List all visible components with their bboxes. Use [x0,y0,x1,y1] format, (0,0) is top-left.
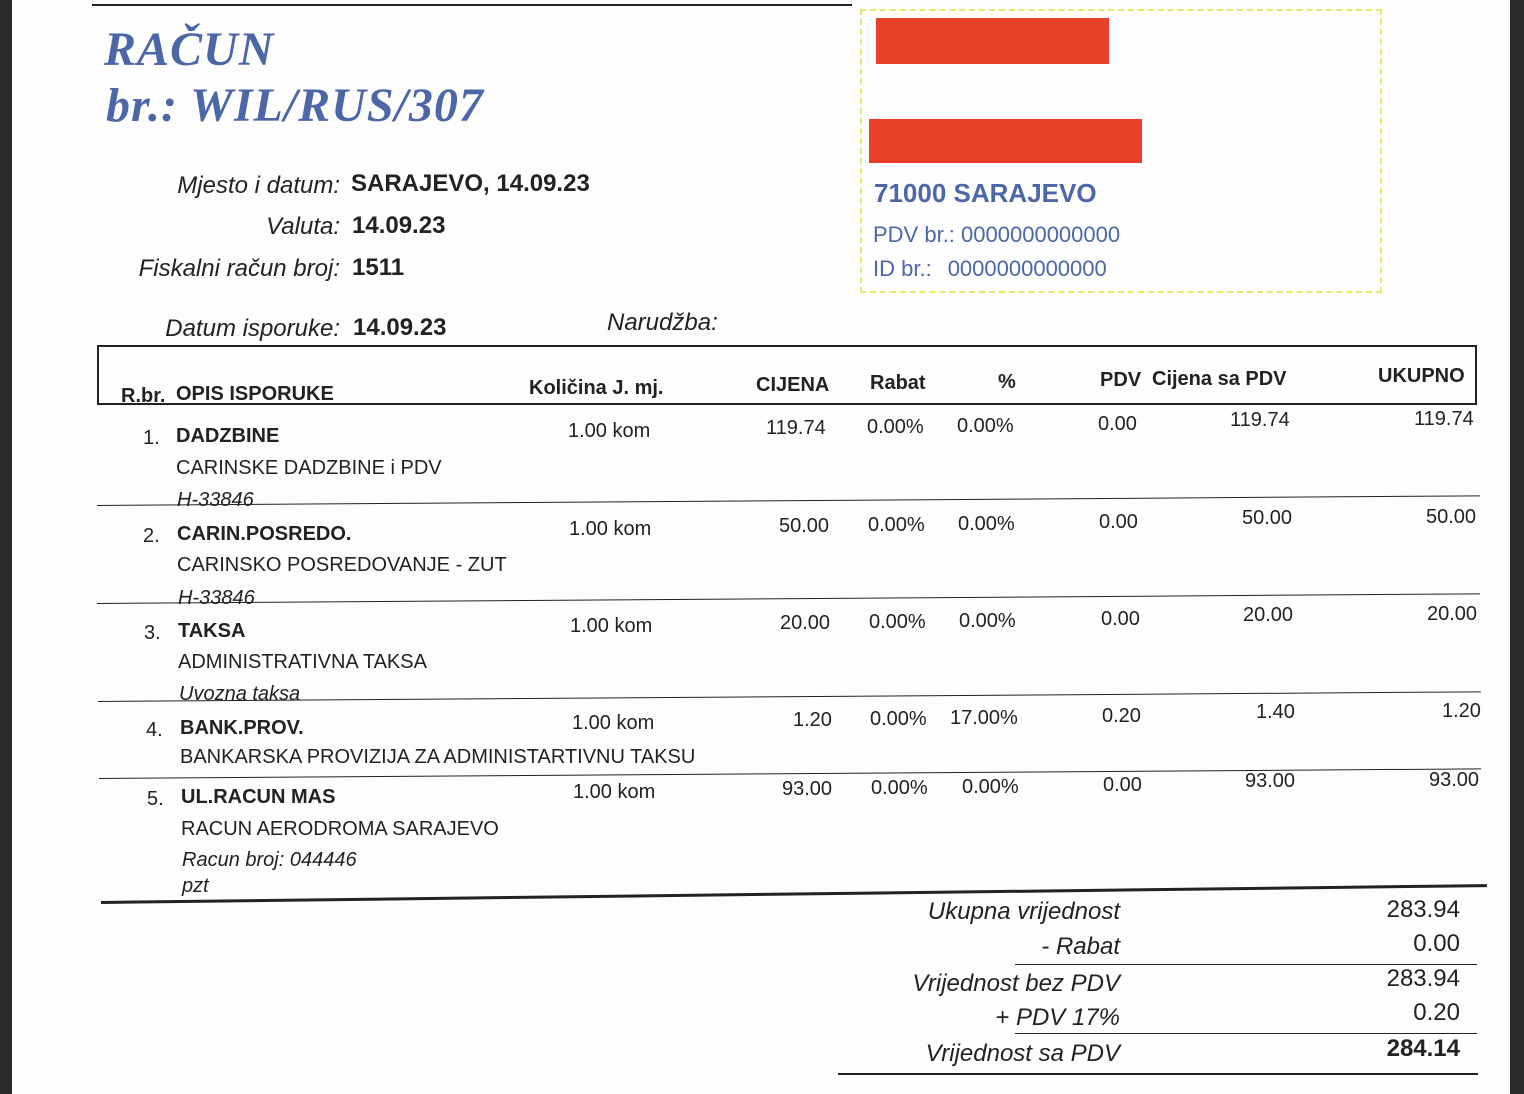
row-pct: 0.00% [957,415,1014,437]
recipient-id-value: 0000000000000 [947,256,1107,281]
row-price-vat: 1.40 [1256,701,1295,723]
recipient-id-label: ID br.: [873,256,932,281]
row-divider [97,495,1480,506]
delivery-label: Datum isporuke: [165,315,340,342]
total-value: 283.94 [1386,896,1460,923]
row-qty: 1.00 kom [572,712,655,734]
row-item-name: TAKSA [178,620,246,642]
row-pct: 0.00% [962,776,1019,798]
row-total: 20.00 [1427,603,1478,625]
header-desc: OPIS ISPORUKE [176,383,334,405]
row-item-name: DADZBINE [176,425,280,447]
row-price-vat: 20.00 [1243,604,1294,626]
net-label: Vrijednost bez PDV [912,970,1120,997]
row-divider [97,593,1480,604]
row-item-desc: BANKARSKA PROVIZIJA ZA ADMINISTARTIVNU TAKSU [180,746,696,768]
row-number: 4. [146,719,163,741]
row-total: 93.00 [1429,769,1480,791]
row-price-vat: 50.00 [1242,507,1293,529]
row-discount: 0.00% [871,777,928,799]
row-number: 5. [147,788,164,810]
row-item-ref: H-33846 [177,489,254,511]
order-label: Narudžba: [607,309,718,336]
gross-label: Vrijednost sa PDV [925,1040,1120,1067]
row-qty: 1.00 kom [570,615,653,637]
row-total: 50.00 [1426,506,1477,528]
row-item-desc: ADMINISTRATIVNA TAKSA [178,651,427,673]
discount-total-label: - Rabat [1041,933,1120,960]
row-item-ref: H-33846 [178,587,255,609]
header-qty: Količina J. mj. [529,377,664,399]
place-date-value: SARAJEVO, 14.09.23 [351,170,590,197]
row-discount: 0.00% [867,416,924,438]
row-price-vat: 93.00 [1245,770,1296,792]
row-number: 3. [144,622,161,644]
row-price-vat: 119.74 [1230,409,1290,431]
row-vat: 0.00 [1098,413,1137,435]
row-vat: 0.20 [1102,705,1141,727]
recipient-id [873,256,1107,282]
row-pct: 0.00% [959,610,1016,632]
place-date-label: Mjesto i datum: [177,172,340,199]
delivery-value: 14.09.23 [353,314,447,341]
currency-value: 14.09.23 [352,212,446,239]
row-price: 93.00 [782,778,833,800]
row-item-desc: RACUN AERODROMA SARAJEVO [181,818,499,840]
row-item-name: BANK.PROV. [180,717,304,739]
gross-underline [838,1073,1478,1075]
recipient-city: 71000 SARAJEVO [874,178,1097,208]
top-rule [92,4,852,6]
header-total: UKUPNO [1378,365,1465,387]
total-value-label: Ukupna vrijednost [927,898,1120,925]
row-item-name: UL.RACUN MAS [181,786,336,808]
recipient-vat [873,222,1120,248]
redacted-address [869,119,1142,163]
row-pct: 0.00% [958,513,1015,535]
currency-label: Valuta: [266,213,340,240]
row-item-ref: Uvozna taksa [179,683,301,705]
discount-total-value: 0.00 [1413,930,1460,957]
row-price: 20.00 [780,612,831,634]
row-vat: 0.00 [1099,511,1138,533]
fiscal-label: Fiskalni račun broj: [138,255,340,282]
row-item-desc: CARINSKE DADZBINE i PDV [176,457,442,479]
table-bottom-rule [101,884,1487,904]
row-price: 119.74 [766,417,826,439]
header-price: CIJENA [756,374,830,396]
row-discount: 0.00% [870,708,927,730]
invoice-page [12,0,1510,1094]
row-number: 2. [143,525,160,547]
invoice-title: RAČUN [104,23,275,76]
row-total: 119.74 [1414,408,1474,430]
row-price: 50.00 [779,515,830,537]
row-vat: 0.00 [1101,608,1140,630]
header-pct: % [998,371,1016,393]
header-vat: PDV [1100,369,1142,391]
totals-rule [1015,1033,1477,1034]
net-value: 283.94 [1386,965,1460,992]
redacted-name [876,18,1109,64]
row-item-name: CARIN.POSREDO. [177,523,352,545]
recipient-vat-value: 0000000000000 [961,222,1121,247]
row-item-desc: CARINSKO POSREDOVANJE - ZUT [177,554,507,576]
row-price: 1.20 [793,709,832,731]
row-discount: 0.00% [868,514,925,536]
vat-total-label: + PDV 17% [995,1004,1120,1031]
gross-value: 284.14 [1386,1035,1460,1062]
row-total: 1.20 [1442,700,1481,722]
row-qty: 1.00 kom [573,781,656,803]
row-discount: 0.00% [869,611,926,633]
row-vat: 0.00 [1103,774,1142,796]
row-qty: 1.00 kom [568,420,651,442]
fiscal-value: 1511 [352,254,405,281]
recipient-vat-label: PDV br.: [873,222,962,247]
row-number: 1. [143,427,160,449]
vat-total-value: 0.20 [1413,999,1460,1026]
row-qty: 1.00 kom [569,518,652,540]
row-pct: 17.00% [950,707,1018,729]
header-price-vat: Cijena sa PDV [1152,368,1287,390]
header-rbr: R.br. [121,385,166,407]
header-discount: Rabat [870,372,926,394]
row-item-note: pzt [182,875,209,897]
invoice-number: br.: WIL/RUS/307 [106,79,484,132]
row-item-ref: Racun broj: 044446 [182,849,357,871]
